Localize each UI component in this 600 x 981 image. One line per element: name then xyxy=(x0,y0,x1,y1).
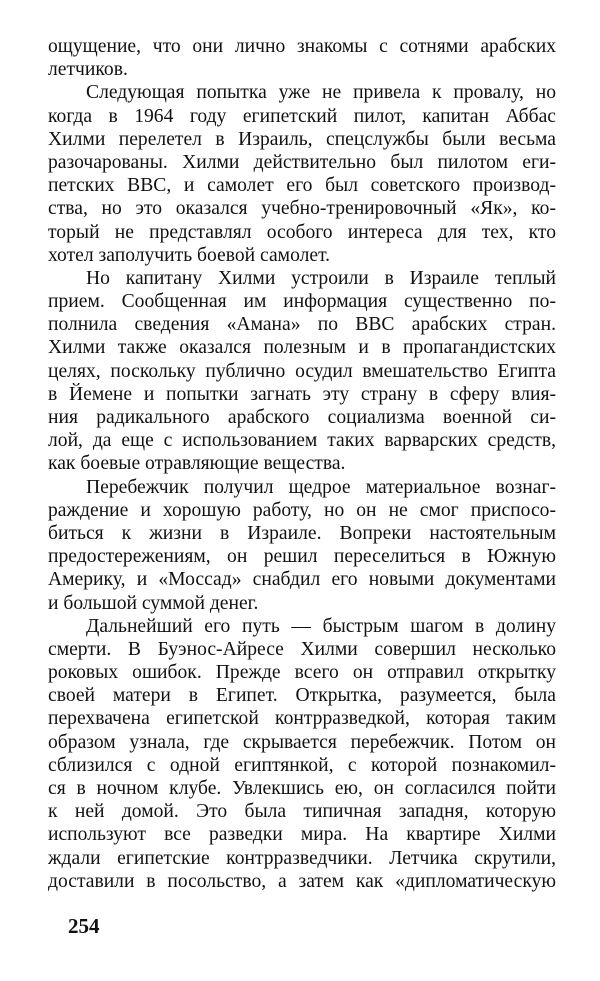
text-line: доставили в посольство, а затем как «дипломатическую xyxy=(48,870,556,892)
text-line: разочарованы. Хилми действительно был пилотом еги- xyxy=(48,151,556,173)
text-line: образом узнала, где скрывается перебежчик. Потом он xyxy=(48,731,556,753)
text-line: к ней домой. Это была типичная западня, которую xyxy=(48,801,556,823)
text-line: ждали египетские контрразведчики. Летчика скрутили, xyxy=(48,847,556,869)
text-line: целях, поскольку публично осудил вмешательство Египта xyxy=(48,360,556,382)
text-line: роковых ошибок. Прежде всего он отправил открытку xyxy=(48,662,556,684)
text-line: как боевые отравляющие вещества. xyxy=(48,453,346,475)
text-line: смерти. В Буэнос-Айресе Хилми совершил несколько xyxy=(48,638,556,660)
text-line: ощущение, что они лично знакомы с сотнями арабских xyxy=(48,36,556,57)
text-line: лой, да еще с использованием таких варварских средств, xyxy=(48,430,556,452)
text-line: в Йемене и попытки загнать эту страну в сферу влия- xyxy=(48,383,556,405)
text-line: сблизился с одной египтянкой, с которой познакомил- xyxy=(48,754,556,776)
text-line: Америку, и «Моссад» снабдил его новыми документами xyxy=(48,569,556,591)
text-line: и большой суммой денег. xyxy=(48,592,259,614)
text-line: прием. Сообщенная им информация существенно по- xyxy=(48,291,556,313)
page-number: 254 xyxy=(68,914,100,938)
text-line: полнила сведения «Амана» по ВВС арабских стран. xyxy=(48,314,556,336)
text-line: раждение и хорошую работу, но он не смог приспосо- xyxy=(48,499,556,521)
text-line: петских ВВС, и самолет его был советского производ- xyxy=(48,175,556,197)
text-line: когда в 1964 году египетский пилот, капитан Аббас xyxy=(48,105,556,127)
text-line: ния радикального арабского социализма военной си- xyxy=(48,407,556,428)
text-line: Хилми также оказался полезным и в пропагандистских xyxy=(48,337,556,359)
text-line: предостережениям, он решил переселиться в Южную xyxy=(48,546,556,568)
text-line: Хилми перелетел в Израиль, спецслужбы были весьма xyxy=(48,128,556,150)
text-line: Перебежчик получил щедрое материальное вознаг- xyxy=(86,476,556,498)
text-line: используют все разведки мира. На квартире Хилми xyxy=(48,824,556,846)
text-line: Дальнейший его путь — быстрым шагом в долину xyxy=(86,615,556,637)
text-line: Следующая попытка уже не привела к провалу, но xyxy=(86,82,556,104)
text-line: летчиков. xyxy=(48,59,128,81)
text-line: своей матери в Египет. Открытка, разумеется, была xyxy=(48,685,556,707)
body-text xyxy=(48,35,556,893)
text-line: хотел заполучить боевой самолет. xyxy=(48,244,331,266)
text-line: биться к жизни в Израиле. Вопреки настоятельным xyxy=(48,522,556,544)
text-line: перехвачена египетской контрразведкой, которая таким xyxy=(48,708,556,730)
text-line: торый не представлял особого интереса для тех, кто xyxy=(48,221,556,243)
text-line: Но капитану Хилми устроили в Израиле теплый xyxy=(86,267,556,289)
text-line: ства, но это оказался учебно-тренировочный «Як», ко- xyxy=(48,198,556,220)
text-line: ся в ночном клубе. Увлекшись ею, он согласился пойти xyxy=(48,778,556,799)
